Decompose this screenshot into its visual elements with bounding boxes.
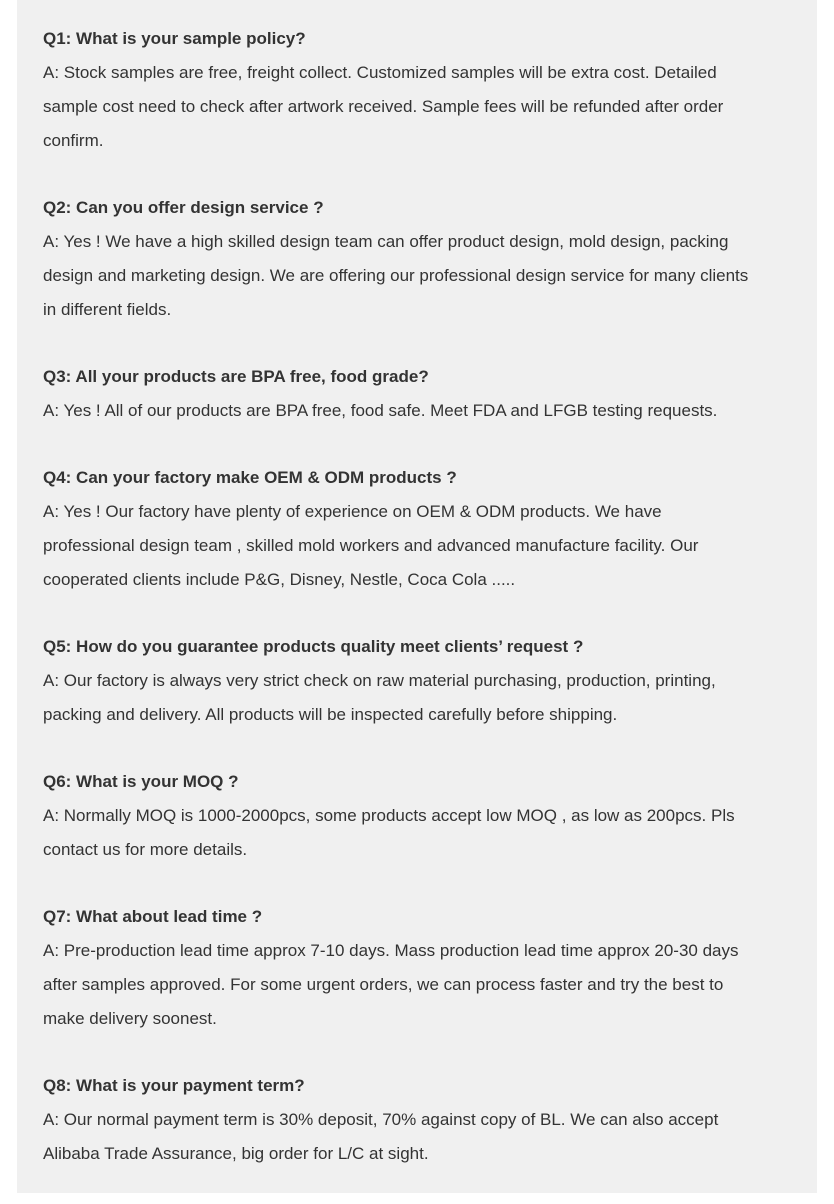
faq-answer-line: A: Our factory is always very strict check on raw material purchasing, production, printing,	[43, 671, 716, 690]
faq-answer-line: A: Our normal payment term is 30% deposit, 70% against copy of BL. We can also accept	[43, 1110, 719, 1129]
faq-item-q1	[43, 22, 803, 158]
faq-answer-line: make delivery soonest.	[43, 1009, 217, 1028]
faq-answer-line: sample cost need to check after artwork received. Sample fees will be refunded after order	[43, 97, 724, 116]
faq-item-q7	[43, 900, 803, 1036]
faq-answer-line: Alibaba Trade Assurance, big order for L/C at sight.	[43, 1144, 429, 1163]
faq-item-q4	[43, 461, 803, 597]
faq-item-q8	[43, 1069, 803, 1171]
faq-answer-line: A: Pre-production lead time approx 7-10 days. Mass production lead time approx 20-30 days	[43, 941, 739, 960]
faq-answer-line: professional design team , skilled mold workers and advanced manufacture facility. Our	[43, 536, 699, 555]
faq-answer-line: contact us for more details.	[43, 840, 248, 859]
faq-question: Q7: What about lead time ?	[43, 907, 263, 926]
faq-answer-line: A: Yes ! All of our products are BPA free, food safe. Meet FDA and LFGB testing requests.	[43, 401, 718, 420]
faq-item-q3	[43, 360, 803, 428]
faq-item-q2	[43, 191, 803, 327]
faq-question: Q5: How do you guarantee products quality meet clients’ request ?	[43, 637, 584, 656]
faq-answer-line: A: Normally MOQ is 1000-2000pcs, some products accept low MOQ , as low as 200pcs. Pls	[43, 806, 735, 825]
faq-list	[43, 22, 803, 1204]
faq-answer-line: A: Yes ! Our factory have plenty of experience on OEM & ODM products. We have	[43, 502, 662, 521]
faq-answer-line: A: Stock samples are free, freight collect. Customized samples will be extra cost. Detailed	[43, 63, 717, 82]
faq-question: Q6: What is your MOQ ?	[43, 772, 239, 791]
faq-answer-line: confirm.	[43, 131, 104, 150]
faq-question: Q3: All your products are BPA free, food grade?	[43, 367, 429, 386]
faq-question: Q1: What is your sample policy?	[43, 29, 306, 48]
faq-question: Q8: What is your payment term?	[43, 1076, 305, 1095]
faq-answer-line: design and marketing design. We are offering our professional design service for many clients	[43, 266, 749, 285]
faq-answer-line: packing and delivery. All products will be inspected carefully before shipping.	[43, 705, 618, 724]
faq-answer-line: cooperated clients include P&G, Disney, Nestle, Coca Cola .....	[43, 570, 516, 589]
faq-answer-line: in different fields.	[43, 300, 172, 319]
faq-answer-line: after samples approved. For some urgent orders, we can process faster and try the best to	[43, 975, 724, 994]
faq-item-q6	[43, 765, 803, 867]
faq-item-q5	[43, 630, 803, 732]
faq-answer-line: A: Yes ! We have a high skilled design team can offer product design, mold design, packing	[43, 232, 729, 251]
faq-question: Q4: Can your factory make OEM & ODM products ?	[43, 468, 457, 487]
faq-question: Q2: Can you offer design service ?	[43, 198, 324, 217]
